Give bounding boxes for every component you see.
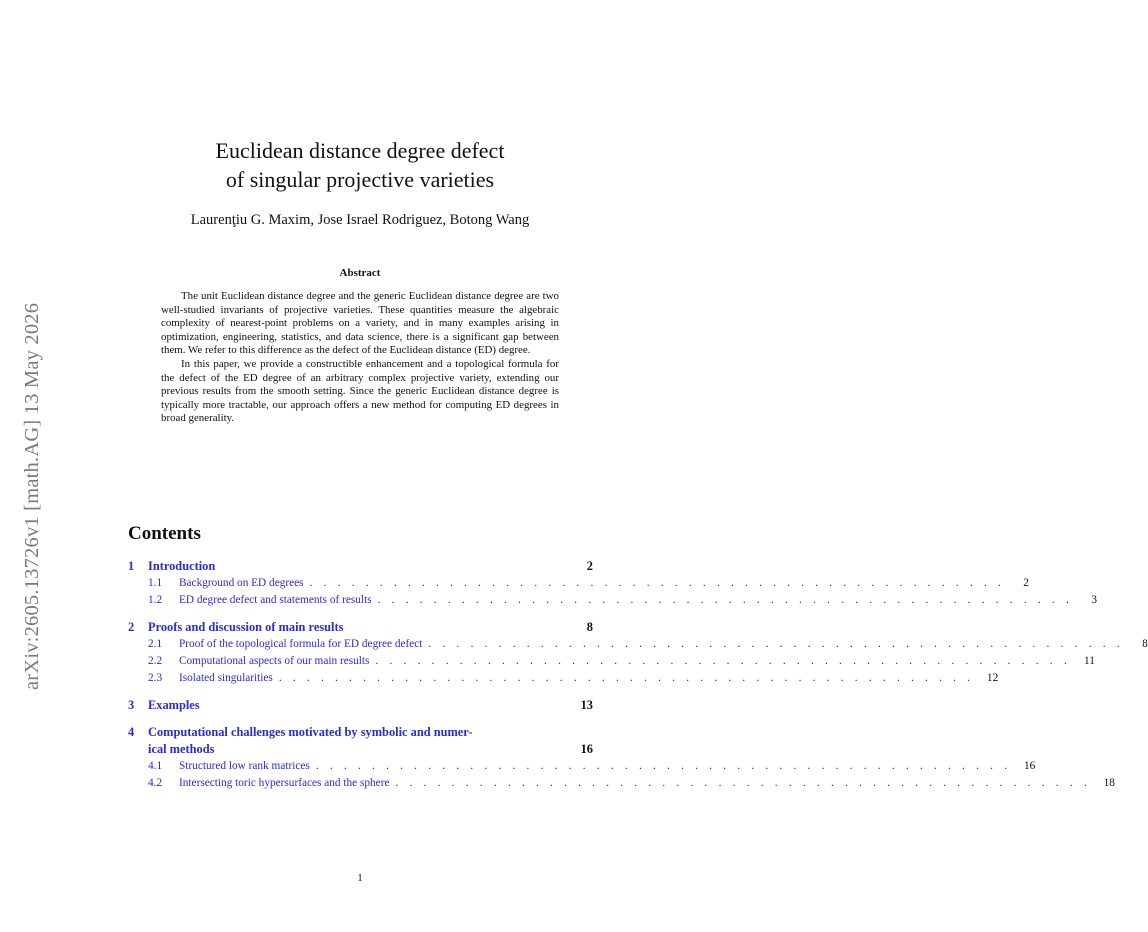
paper-title	[0, 136, 720, 194]
toc-page: 11	[1083, 655, 1095, 667]
toc-subsection-2-2[interactable]	[128, 653, 1095, 670]
title-line-2: of singular projective varieties	[225, 167, 495, 192]
toc-subsection-2-1[interactable]	[128, 636, 1148, 653]
toc-page: 3	[1091, 594, 1098, 606]
toc-subsection-2-3[interactable]	[128, 670, 999, 687]
toc-subsection-4-2[interactable]	[128, 775, 1115, 792]
toc-number: 2.2	[148, 655, 163, 667]
toc-number: 1	[128, 559, 135, 573]
abstract-body	[161, 290, 559, 426]
abstract-paragraph-2: In this paper, we provide a constructible enhancement and a topological formula for the defect of the ED degree of an arbitrary complex projective variety, extending our previous results from the smooth setting. Since the generic Euclidean distance degree is typically more tractable, our approach offers a new method for computing ED degrees in broad generality.	[161, 357, 559, 425]
toc-leader-dots: . . . . . . . . . . . . . . . . . . . . . . . . . . . . . . . . . . . . . . . . . . . . . . . . . .	[395, 777, 1091, 789]
toc-title[interactable]: Examples	[148, 698, 200, 712]
toc-leader-dots: . . . . . . . . . . . . . . . . . . . . . . . . . . . . . . . . . . . . . . . . . . . . . . . . . .	[315, 760, 1012, 772]
toc-page: 2	[1023, 577, 1029, 589]
toc-page: 2	[586, 559, 593, 573]
toc-section-4[interactable]	[128, 724, 593, 741]
author-list: Laurenţiu G. Maxim, Jose Israel Rodriguez, Botong Wang	[190, 212, 530, 228]
toc-page: 13	[580, 698, 593, 712]
toc-page: 16	[1023, 760, 1036, 772]
toc-number: 4.2	[148, 777, 163, 789]
toc-title[interactable]: ED degree defect and statements of results	[179, 594, 372, 606]
toc-number: 2.3	[148, 672, 163, 684]
toc-section-2[interactable]	[128, 619, 593, 636]
page-number: 1	[357, 872, 363, 884]
toc-number: 4	[128, 725, 135, 739]
toc-section-4-continued[interactable]	[128, 741, 593, 758]
toc-subsection-4-1[interactable]	[128, 758, 1036, 775]
toc-title-line-1[interactable]: Computational challenges motivated by symbolic and numer-	[148, 725, 473, 739]
toc-title[interactable]: Computational aspects of our main results	[179, 655, 370, 667]
toc-page: 8	[1142, 638, 1148, 650]
contents-heading: Contents	[128, 523, 201, 544]
toc-number: 3	[128, 698, 135, 712]
toc-section-3[interactable]	[128, 697, 593, 714]
toc-title[interactable]: Introduction	[148, 559, 216, 573]
abstract-paragraph-1: The unit Euclidean distance degree and the generic Euclidean distance degree are two well-studied invariants of projective varieties. These quantities measure the algebraic complexity of nearest-point problems on a variety, and in many examples arising in optimization, engineering, statistics, and data science, there is a significant gap between them. We refer to this difference as the defect of the Euclidean distance (ED) degree.	[161, 290, 559, 357]
table-of-contents	[128, 558, 1148, 792]
toc-page: 12	[986, 672, 999, 684]
abstract-heading: Abstract	[339, 267, 381, 279]
arxiv-side-stamp: arXiv:2605.13726v1 [math.AG] 13 May 2026	[21, 302, 43, 690]
toc-leader-dots: . . . . . . . . . . . . . . . . . . . . . . . . . . . . . . . . . . . . . . . . . . . . . . . . . .	[428, 638, 1124, 650]
toc-page: 16	[580, 742, 593, 756]
toc-number: 4.1	[148, 760, 163, 772]
toc-number: 2	[128, 620, 135, 634]
toc-leader-dots: . . . . . . . . . . . . . . . . . . . . . . . . . . . . . . . . . . . . . . . . . . . . . . . . . .	[375, 655, 1071, 667]
toc-section-1[interactable]	[128, 558, 593, 575]
toc-subsection-1-1[interactable]	[128, 575, 1029, 592]
toc-title[interactable]: Intersecting toric hypersurfaces and the sphere	[179, 777, 390, 789]
toc-number: 1.2	[148, 594, 163, 606]
toc-title[interactable]: Proof of the topological formula for ED degree defect	[179, 638, 423, 650]
toc-page: 8	[586, 620, 593, 634]
toc-leader-dots: . . . . . . . . . . . . . . . . . . . . . . . . . . . . . . . . . . . . . . . . . . . . . . . . . .	[309, 577, 1005, 589]
toc-number: 2.1	[148, 638, 163, 650]
toc-number: 1.1	[148, 577, 163, 589]
title-line-1: Euclidean distance degree defect	[215, 138, 505, 163]
toc-title[interactable]: Background on ED degrees	[179, 577, 304, 589]
toc-subsection-1-2[interactable]	[128, 592, 1098, 609]
toc-title-line-2[interactable]: ical methods	[148, 742, 215, 756]
toc-page: 18	[1103, 777, 1115, 789]
toc-title[interactable]: Structured low rank matrices	[179, 760, 310, 772]
toc-leader-dots: . . . . . . . . . . . . . . . . . . . . . . . . . . . . . . . . . . . . . . . . . . . . . . . . . .	[377, 594, 1074, 606]
toc-title[interactable]: Proofs and discussion of main results	[148, 620, 344, 634]
toc-title[interactable]: Isolated singularities	[179, 672, 273, 684]
toc-leader-dots: . . . . . . . . . . . . . . . . . . . . . . . . . . . . . . . . . . . . . . . . . . . . . . . . . .	[278, 672, 975, 684]
